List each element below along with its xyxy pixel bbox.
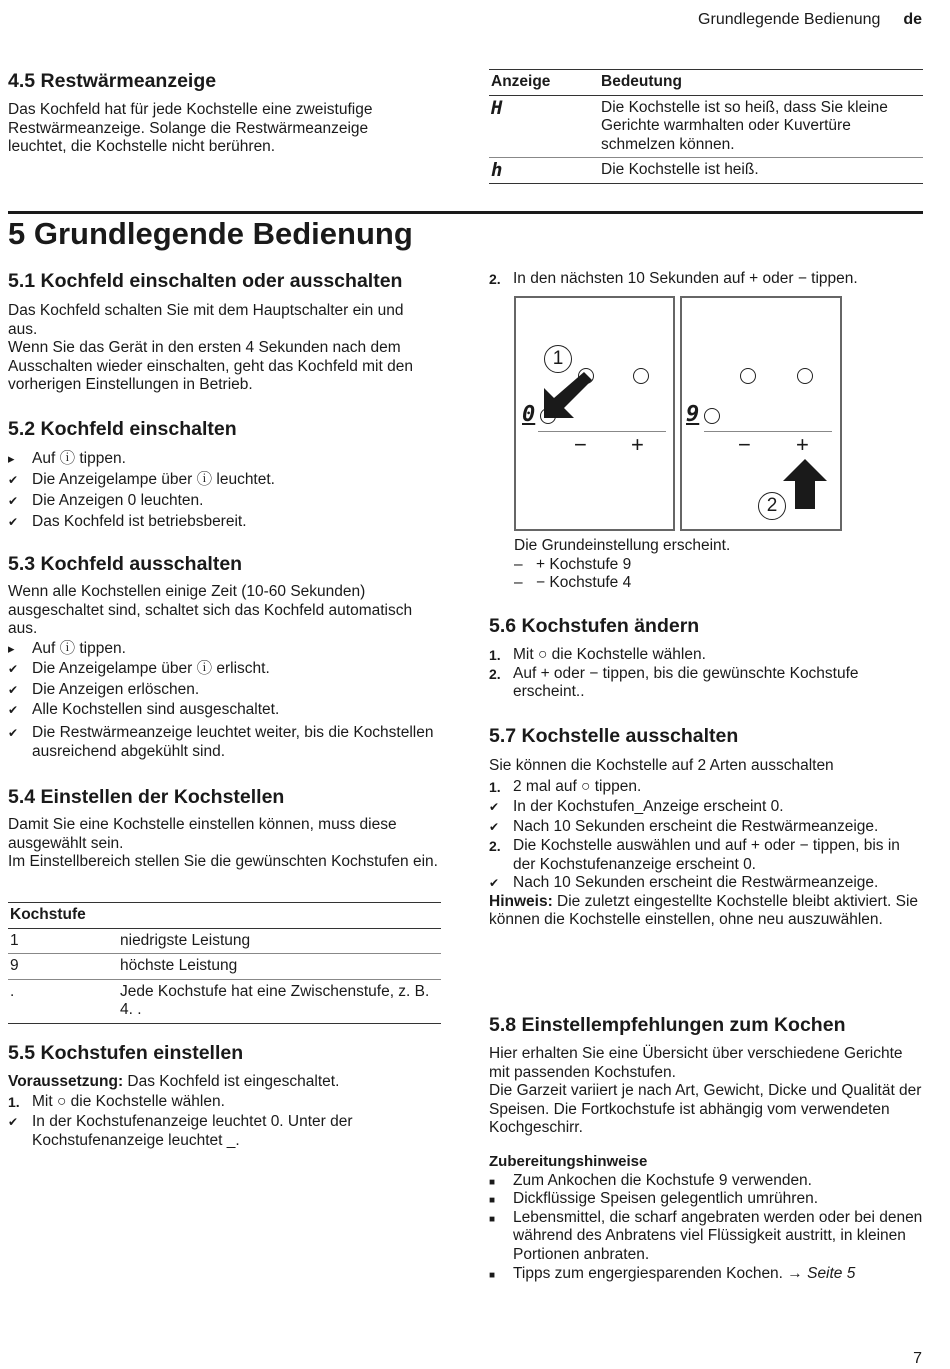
plus-icon: +	[631, 432, 644, 457]
check-icon	[8, 469, 32, 491]
table-row	[8, 979, 441, 1023]
page-number: 7	[913, 1350, 922, 1367]
triangle-icon	[8, 639, 32, 660]
check-icon	[8, 659, 32, 680]
level-value: 9	[8, 954, 118, 980]
residual-heat-table	[489, 69, 923, 184]
divider	[538, 431, 666, 432]
list-item: ▸ Auf ⓘ tippen.	[8, 639, 440, 660]
section-4-5-title: 4.5 Restwärmeanzeige	[8, 70, 217, 92]
level-display: 9	[686, 402, 700, 427]
level-desc: Jede Kochstufe hat eine Zwischenstufe, z. B. 4. .	[118, 979, 441, 1023]
level-value: .	[8, 979, 118, 1023]
list-item: 2. Die Kochstelle auswählen und auf + oder − tippen, bis in der Kochstufenanzeige erscheint 0.	[489, 837, 900, 873]
list-item: ✔ Alle Kochstellen sind ausgeschaltet.	[8, 700, 440, 721]
plus-icon: +	[796, 432, 809, 457]
section-4-5-text: Das Kochfeld hat für jede Kochstelle eine zweistufige Restwärmeanzeige. Solange die Restwärmeanzeige leuchtet, die Kochstelle nicht berühren.	[8, 101, 373, 156]
level-value: 1	[8, 928, 118, 954]
check-icon	[489, 797, 513, 818]
preparation-subtitle: Zubereitungshinweise	[489, 1152, 648, 1170]
list-item: ✔ Das Kochfeld ist betriebsbereit.	[8, 511, 438, 532]
section-5-4-title: 5.4 Einstellen der Kochstellen	[8, 786, 285, 808]
zone-select-circle	[704, 408, 720, 424]
list-item: 1. Mit ○ die Kochstelle wählen.	[8, 1092, 225, 1110]
residual-meaning: Die Kochstelle ist heiß.	[599, 158, 923, 184]
list-item: ✔ Nach 10 Sekunden erscheint die Restwärmeanzeige.	[489, 818, 923, 837]
section-5-1-p1: Das Kochfeld schalten Sie mit dem Hauptschalter ein und aus.	[8, 302, 404, 338]
minus-icon: −	[574, 432, 587, 457]
list-item: ✔ In der Kochstufenanzeige leuchtet 0. Unter der Kochstufenanzeige leuchtet _.	[8, 1112, 433, 1150]
section-5-1-title: 5.1 Kochfeld einschalten oder ausschalten	[8, 270, 403, 292]
check-icon	[8, 723, 32, 743]
callout-1: 1	[544, 345, 572, 373]
running-header	[698, 11, 922, 30]
residual-symbol: H	[489, 95, 599, 158]
level-table	[8, 902, 441, 1024]
list-item: ✔ Nach 10 Sekunden erscheint die Restwärmeanzeige.	[489, 874, 923, 893]
residual-meaning: Die Kochstelle ist so heiß, dass Sie kleine Gerichte warmhalten oder Kuvertüre schmelzen können.	[599, 95, 923, 158]
level-desc: höchste Leistung	[118, 954, 441, 980]
list-item: – − Kochstufe 4	[514, 574, 632, 592]
section-5-7-title: 5.7 Kochstelle ausschalten	[489, 725, 739, 747]
section-5-7-intro: Sie können die Kochstelle auf 2 Arten ausschalten	[489, 757, 834, 774]
check-icon	[8, 490, 32, 512]
list-item: 1. Mit ○ die Kochstelle wählen.	[489, 646, 706, 663]
square-bullet-icon	[489, 1190, 513, 1211]
chapter-5-title: 5 Grundlegende Bedienung	[8, 216, 413, 251]
check-icon	[489, 874, 513, 893]
callout-2: 2	[758, 492, 786, 520]
section-5-8-title: 5.8 Einstellempfehlungen zum Kochen	[489, 1014, 846, 1036]
list-item: ■ Lebensmittel, die scharf angebraten werden oder bei denen während des Anbratens viel Flüssigkeit austritt, in kleinen Portionen anbraten.	[489, 1209, 923, 1265]
table-row	[8, 954, 441, 980]
header-lang: de	[903, 11, 922, 28]
list-item: 2. In den nächsten 10 Sekunden auf + oder − tippen.	[489, 270, 858, 287]
check-icon	[8, 511, 32, 533]
zone-select-circle	[633, 368, 649, 384]
arrow-up-icon	[781, 457, 829, 509]
divider	[704, 431, 832, 432]
section-5-5-title: 5.5 Kochstufen einstellen	[8, 1042, 244, 1064]
arrow-icon	[540, 368, 592, 420]
triangle-icon	[8, 448, 32, 469]
table-row	[489, 158, 923, 184]
list-item: 1. 2 mal auf ○ tippen.	[489, 777, 642, 795]
list-item: ✔ Die Anzeigen erlöschen.	[8, 680, 440, 701]
check-icon	[8, 1112, 32, 1132]
residual-symbol: h	[489, 158, 599, 184]
check-icon	[489, 818, 513, 837]
list-item: ✔ Die Anzeigen 0 leuchten.	[8, 490, 438, 511]
page-link[interactable]: → Seite 5	[787, 1264, 856, 1282]
list-item: ✔ Die Restwärmeanzeige leuchtet weiter, bis die Kochstellen ausreichend abgekühlt sind.	[8, 723, 440, 761]
section-5-3-title: 5.3 Kochfeld ausschalten	[8, 553, 243, 575]
chapter-rule	[8, 211, 923, 214]
cooktop-panel-right	[680, 296, 842, 531]
header-section: Grundlegende Bedienung	[698, 11, 881, 28]
zone-select-circle	[797, 368, 813, 384]
check-icon	[8, 700, 32, 721]
section-5-4-p1: Damit Sie eine Kochstelle einstellen können, muss diese ausgewählt sein.	[8, 816, 397, 852]
cooktop-panel-left	[514, 296, 675, 531]
table-header-level: Kochstufe	[8, 903, 441, 929]
section-5-3-text: Wenn alle Kochstellen einige Zeit (10-60 Sekunden) ausgeschaltet sind, schaltet sich das Kochfeld automatisch aus.	[8, 583, 413, 638]
list-item: 2. Auf + oder − tippen, bis die gewünschte Kochstufe erscheint..	[489, 664, 859, 701]
section-5-6-title: 5.6 Kochstufen ändern	[489, 615, 700, 637]
zone-select-circle	[740, 368, 756, 384]
list-item: ■ Tipps zum engergiesparenden Kochen. → Seite 5	[489, 1265, 923, 1284]
list-item: ■ Dickflüssige Speisen gelegentlich umrühren.	[489, 1190, 923, 1209]
section-5-1-p2: Wenn Sie das Gerät in den ersten 4 Sekunden nach dem Ausschalten wieder einschalten, geht das Kochfeld mit den vorherigen Einstellungen in Betrieb.	[8, 339, 413, 394]
square-bullet-icon	[489, 1265, 513, 1286]
check-icon	[8, 680, 32, 701]
square-bullet-icon	[489, 1209, 513, 1230]
list-item: ■ Zum Ankochen die Kochstufe 9 verwenden.	[489, 1172, 923, 1191]
section-5-8-p2: Die Garzeit variiert je nach Art, Gewicht, Dicke und Qualität der Speisen. Die Fortkochstufe ist abhängig vom verwendeten Kochgeschirr.	[489, 1082, 922, 1137]
level-display: 0	[522, 402, 536, 427]
list-item: ✔ Die Anzeigelampe über ⓘ leuchtet.	[8, 469, 438, 490]
section-5-2-title: 5.2 Kochfeld einschalten	[8, 418, 237, 440]
basic-setting-text: Die Grundeinstellung erscheint.	[514, 537, 731, 554]
hint: Hinweis: Die zuletzt eingestellte Kochstelle bleibt aktiviert. Sie können die Kochstelle einstellen, ohne neu auszuwählen.	[489, 892, 919, 929]
list-item: ✔ In der Kochstufen_Anzeige erscheint 0.	[489, 797, 923, 818]
section-5-8-p1: Hier erhalten Sie eine Übersicht über verschiedene Gerichte mit passenden Kochstufen.	[489, 1045, 903, 1081]
section-5-4-p2: Im Einstellbereich stellen Sie die gewünschten Kochstufen ein.	[8, 853, 438, 871]
table-row	[489, 95, 923, 158]
level-desc: niedrigste Leistung	[118, 928, 441, 954]
list-item: ✔ Die Anzeigelampe über ⓘ erlischt.	[8, 659, 440, 680]
table-row	[8, 928, 441, 954]
table-header-meaning: Bedeutung	[599, 70, 923, 96]
square-bullet-icon	[489, 1172, 513, 1193]
prerequisite: Voraussetzung: Das Kochfeld ist eingeschaltet.	[8, 1073, 340, 1090]
table-header-display: Anzeige	[489, 70, 599, 96]
list-item: ▸ Auf ⓘ tippen.	[8, 448, 438, 469]
minus-icon: −	[738, 432, 751, 457]
list-item: – + Kochstufe 9	[514, 555, 632, 573]
